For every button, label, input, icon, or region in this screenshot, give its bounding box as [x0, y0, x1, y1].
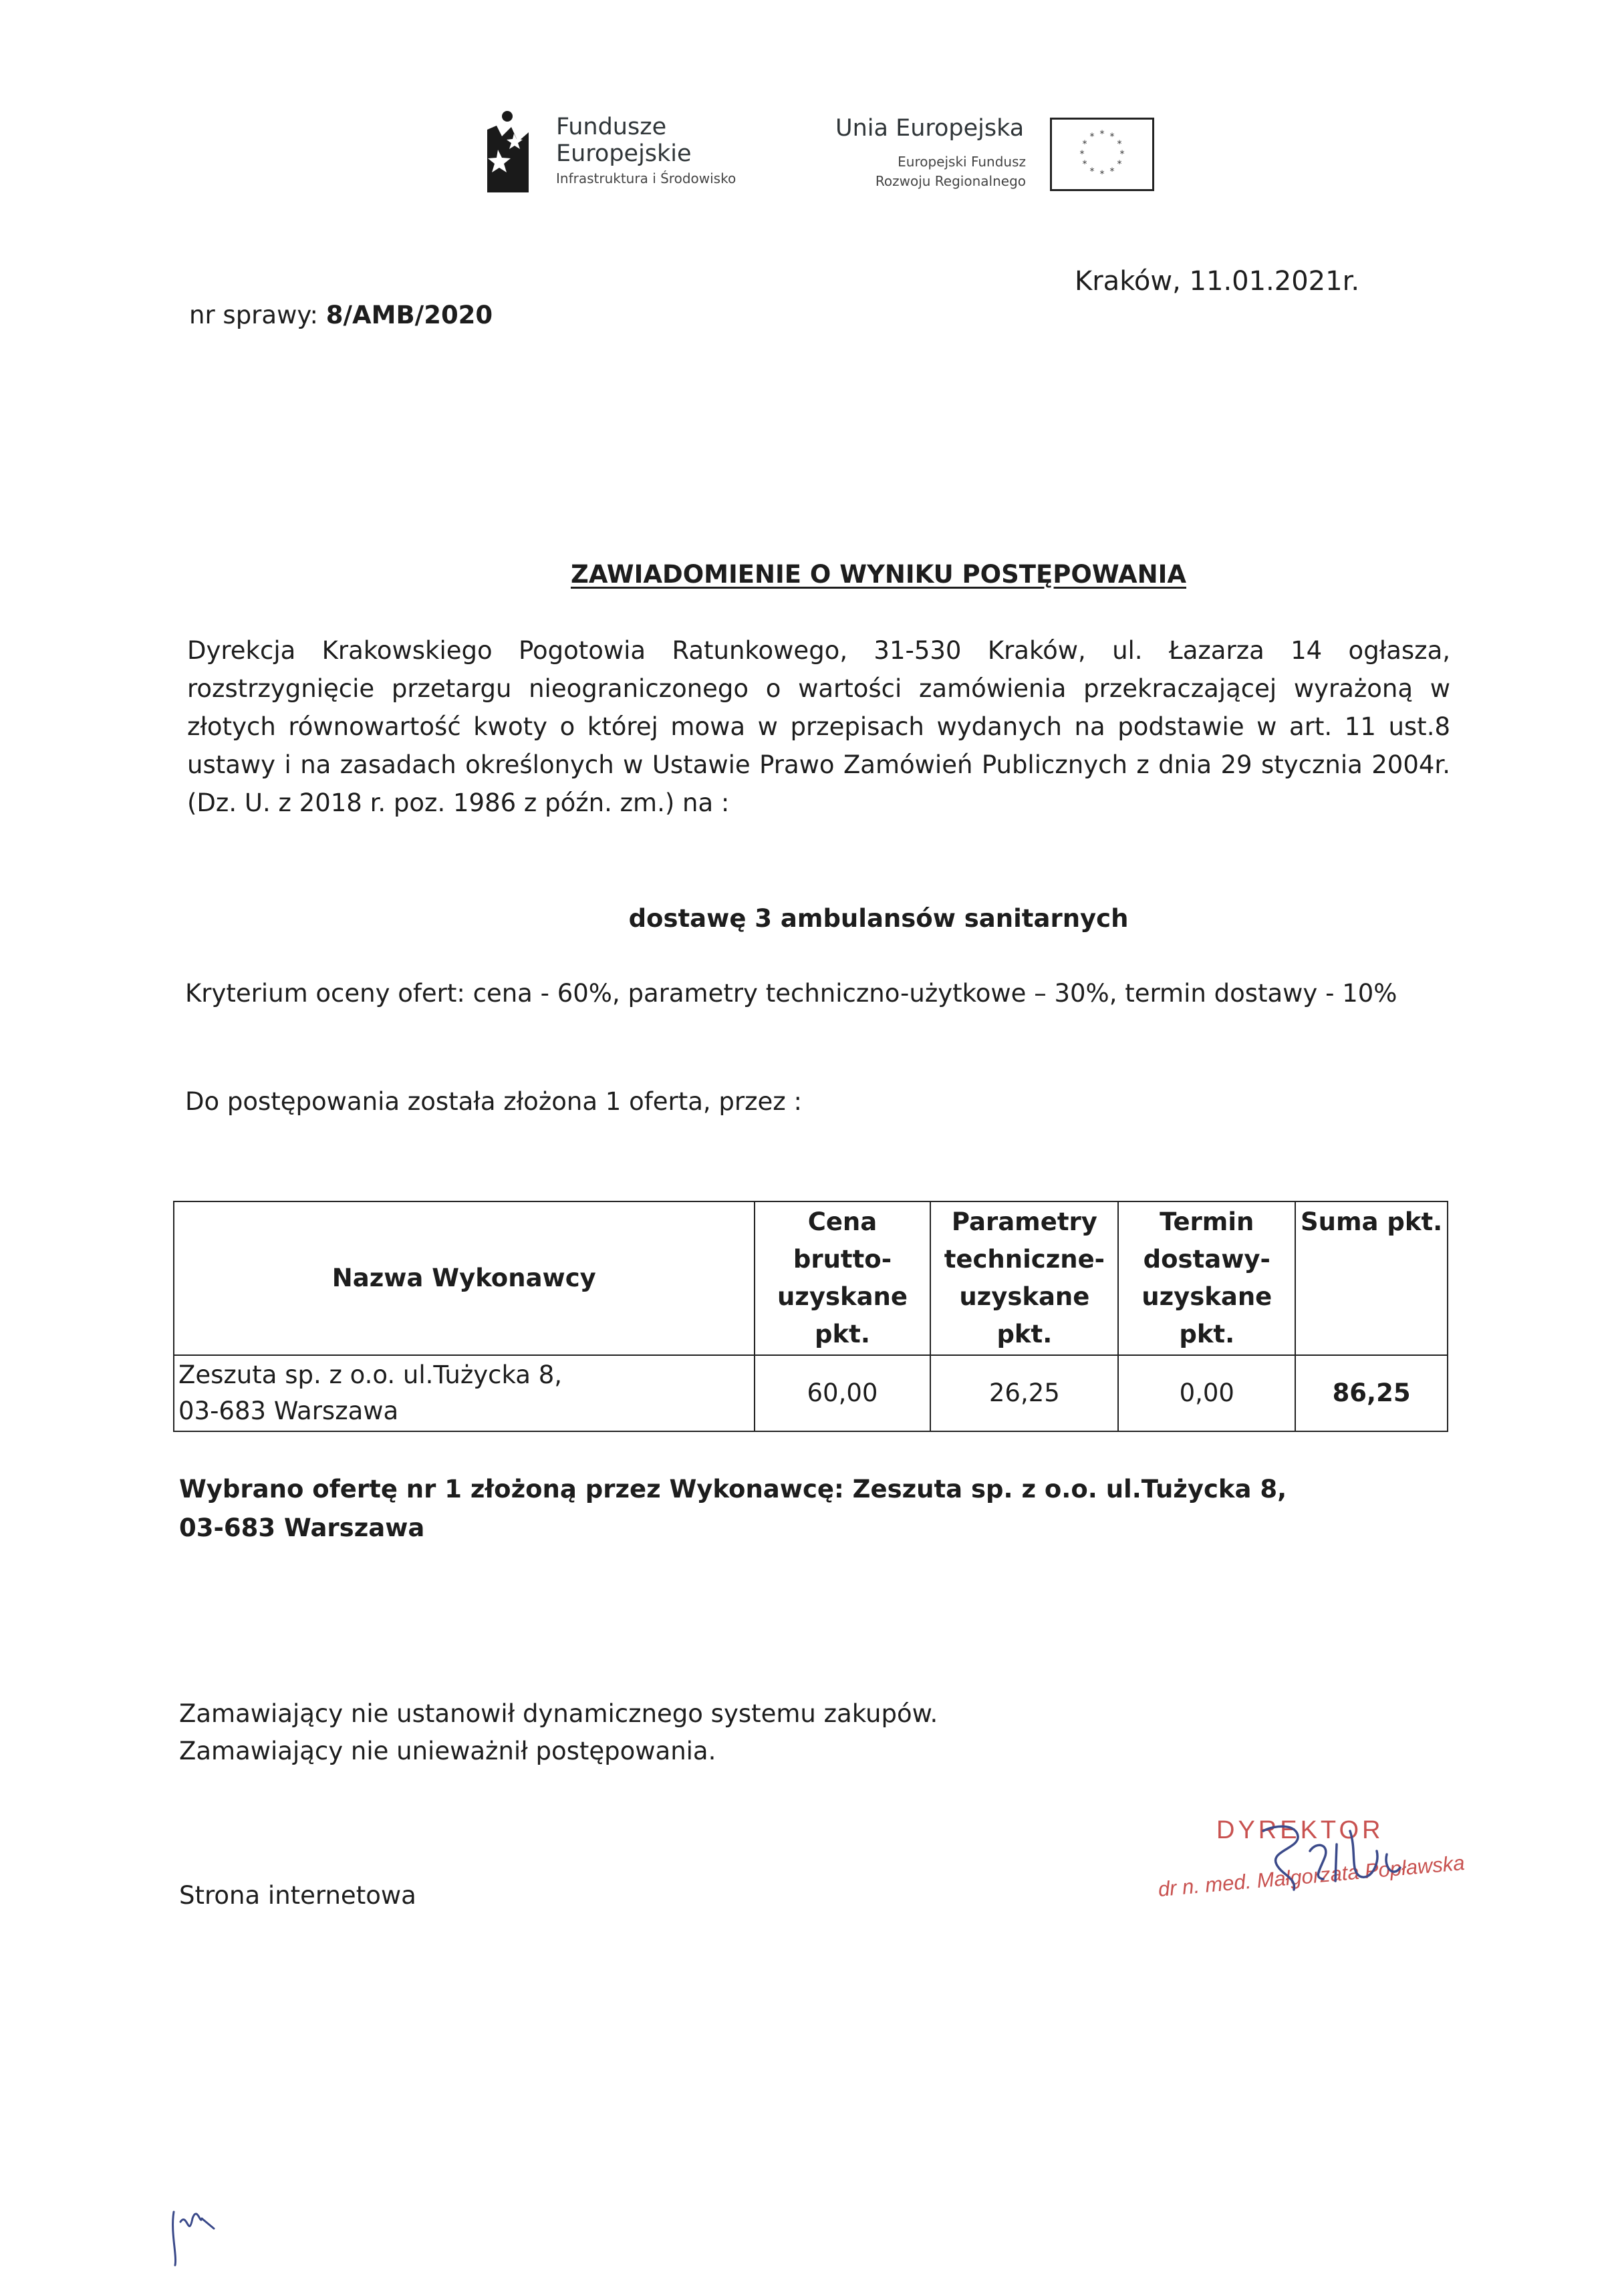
handwritten-initials	[160, 2198, 234, 2272]
svg-text:*: *	[1117, 159, 1122, 170]
cell-total-points: 86,25	[1295, 1355, 1448, 1431]
note-line: Zamawiający nie unieważnił postępowania.	[179, 1737, 716, 1765]
eu-flag-icon	[1050, 118, 1154, 191]
header-technical-params: Parametry techniczne- uzyskane pkt.	[930, 1201, 1118, 1355]
table-header-row	[174, 1201, 1448, 1355]
header-contractor-name: Nazwa Wykonawcy	[174, 1201, 755, 1355]
svg-text:*: *	[1089, 132, 1095, 142]
svg-text:*: *	[1099, 129, 1105, 140]
svg-text:*: *	[1079, 149, 1085, 160]
intro-line: (Dz. U. z 2018 r. poz. 1986 z późn. zm.) na :	[187, 788, 730, 817]
document-title: ZAWIADOMIENIE O WYNIKU POSTĘPOWANIA	[570, 560, 1186, 589]
case-number-label: nr sprawy:	[189, 301, 326, 329]
svg-text:*: *	[1089, 166, 1095, 177]
handwritten-signature	[1250, 1804, 1417, 1904]
header-delivery-term: Termin dostawy- uzyskane pkt.	[1118, 1201, 1295, 1355]
svg-text:*: *	[1082, 139, 1087, 150]
table-row	[174, 1355, 1448, 1431]
cell-delivery-term: 0,00	[1118, 1355, 1295, 1431]
note-line: Zamawiający nie ustanowił dynamicznego systemu zakupów.	[179, 1699, 938, 1728]
eu-logo-title: Unia Europejska	[835, 115, 1025, 142]
svg-text:*: *	[1109, 132, 1115, 142]
svg-text:*: *	[1109, 166, 1115, 177]
case-number-value: 8/AMB/2020	[325, 301, 493, 329]
intro-line: rozstrzygnięcie przetargu nieograniczonego o wartości zamówienia przekraczającej wyrażoną w	[187, 674, 1450, 703]
director-stamp-title: DYREKTOR	[1216, 1816, 1384, 1844]
intro-line: Dyrekcja Krakowskiego Pogotowia Ratunkowego, 31-530 Kraków, ul. Łazarza 14 ogłasza,	[187, 636, 1450, 665]
svg-text:*: *	[1099, 169, 1105, 180]
chosen-offer: Wybrano ofertę nr 1 złożoną przez Wykonawcę: Zeszuta sp. z o.o. ul.Tużycka 8, 03-683 Warszawa	[179, 1475, 1287, 1542]
case-number	[189, 297, 493, 333]
intro-line: złotych równowartość kwoty o której mowa w przepisach wydanych na podstawie w art. 11 ust.8	[187, 712, 1450, 741]
cell-price: 60,00	[755, 1355, 931, 1431]
offers-count-text: Do postępowania została złożona 1 oferta, przez :	[185, 1087, 802, 1116]
director-stamp-name: dr n. med. Małgorzata Popławska	[1157, 1850, 1466, 1901]
results-table	[173, 1201, 1448, 1432]
procurement-subject: dostawę 3 ambulansów sanitarnych	[628, 904, 1129, 933]
cell-technical-params: 26,25	[930, 1355, 1118, 1431]
evaluation-criteria: Kryterium oceny ofert: cena - 60%, parametry techniczno-użytkowe – 30%, termin dostawy - 10%	[185, 979, 1397, 1008]
header-total-points: Suma pkt.	[1295, 1201, 1448, 1355]
fundusze-europejskie-logo-icon	[485, 107, 531, 192]
eu-logo-subtitle: Europejski Fundusz Rozwoju Regionalnego	[875, 154, 1026, 189]
header-price: Cena brutto- uzyskane pkt.	[755, 1201, 931, 1355]
cell-contractor-name: Zeszuta sp. z o.o. ul.Tużycka 8, 03-683 Warszawa	[174, 1355, 755, 1431]
fe-logo-subtitle: Infrastruktura i Środowisko	[556, 170, 736, 186]
svg-text:*: *	[1117, 139, 1122, 150]
document-date: Kraków, 11.01.2021r.	[1075, 266, 1360, 297]
closing-notes	[179, 1695, 938, 1770]
fe-logo-title: Fundusze Europejskie	[556, 114, 692, 167]
intro-line: ustawy i na zasadach określonych w Ustawie Prawo Zamówień Publicznych z dnia 29 stycznia 2004r.	[187, 750, 1450, 779]
website-label: Strona internetowa	[179, 1881, 416, 1910]
svg-text:*: *	[1119, 149, 1125, 160]
svg-text:*: *	[1082, 159, 1087, 170]
intro-paragraph	[187, 631, 1450, 822]
